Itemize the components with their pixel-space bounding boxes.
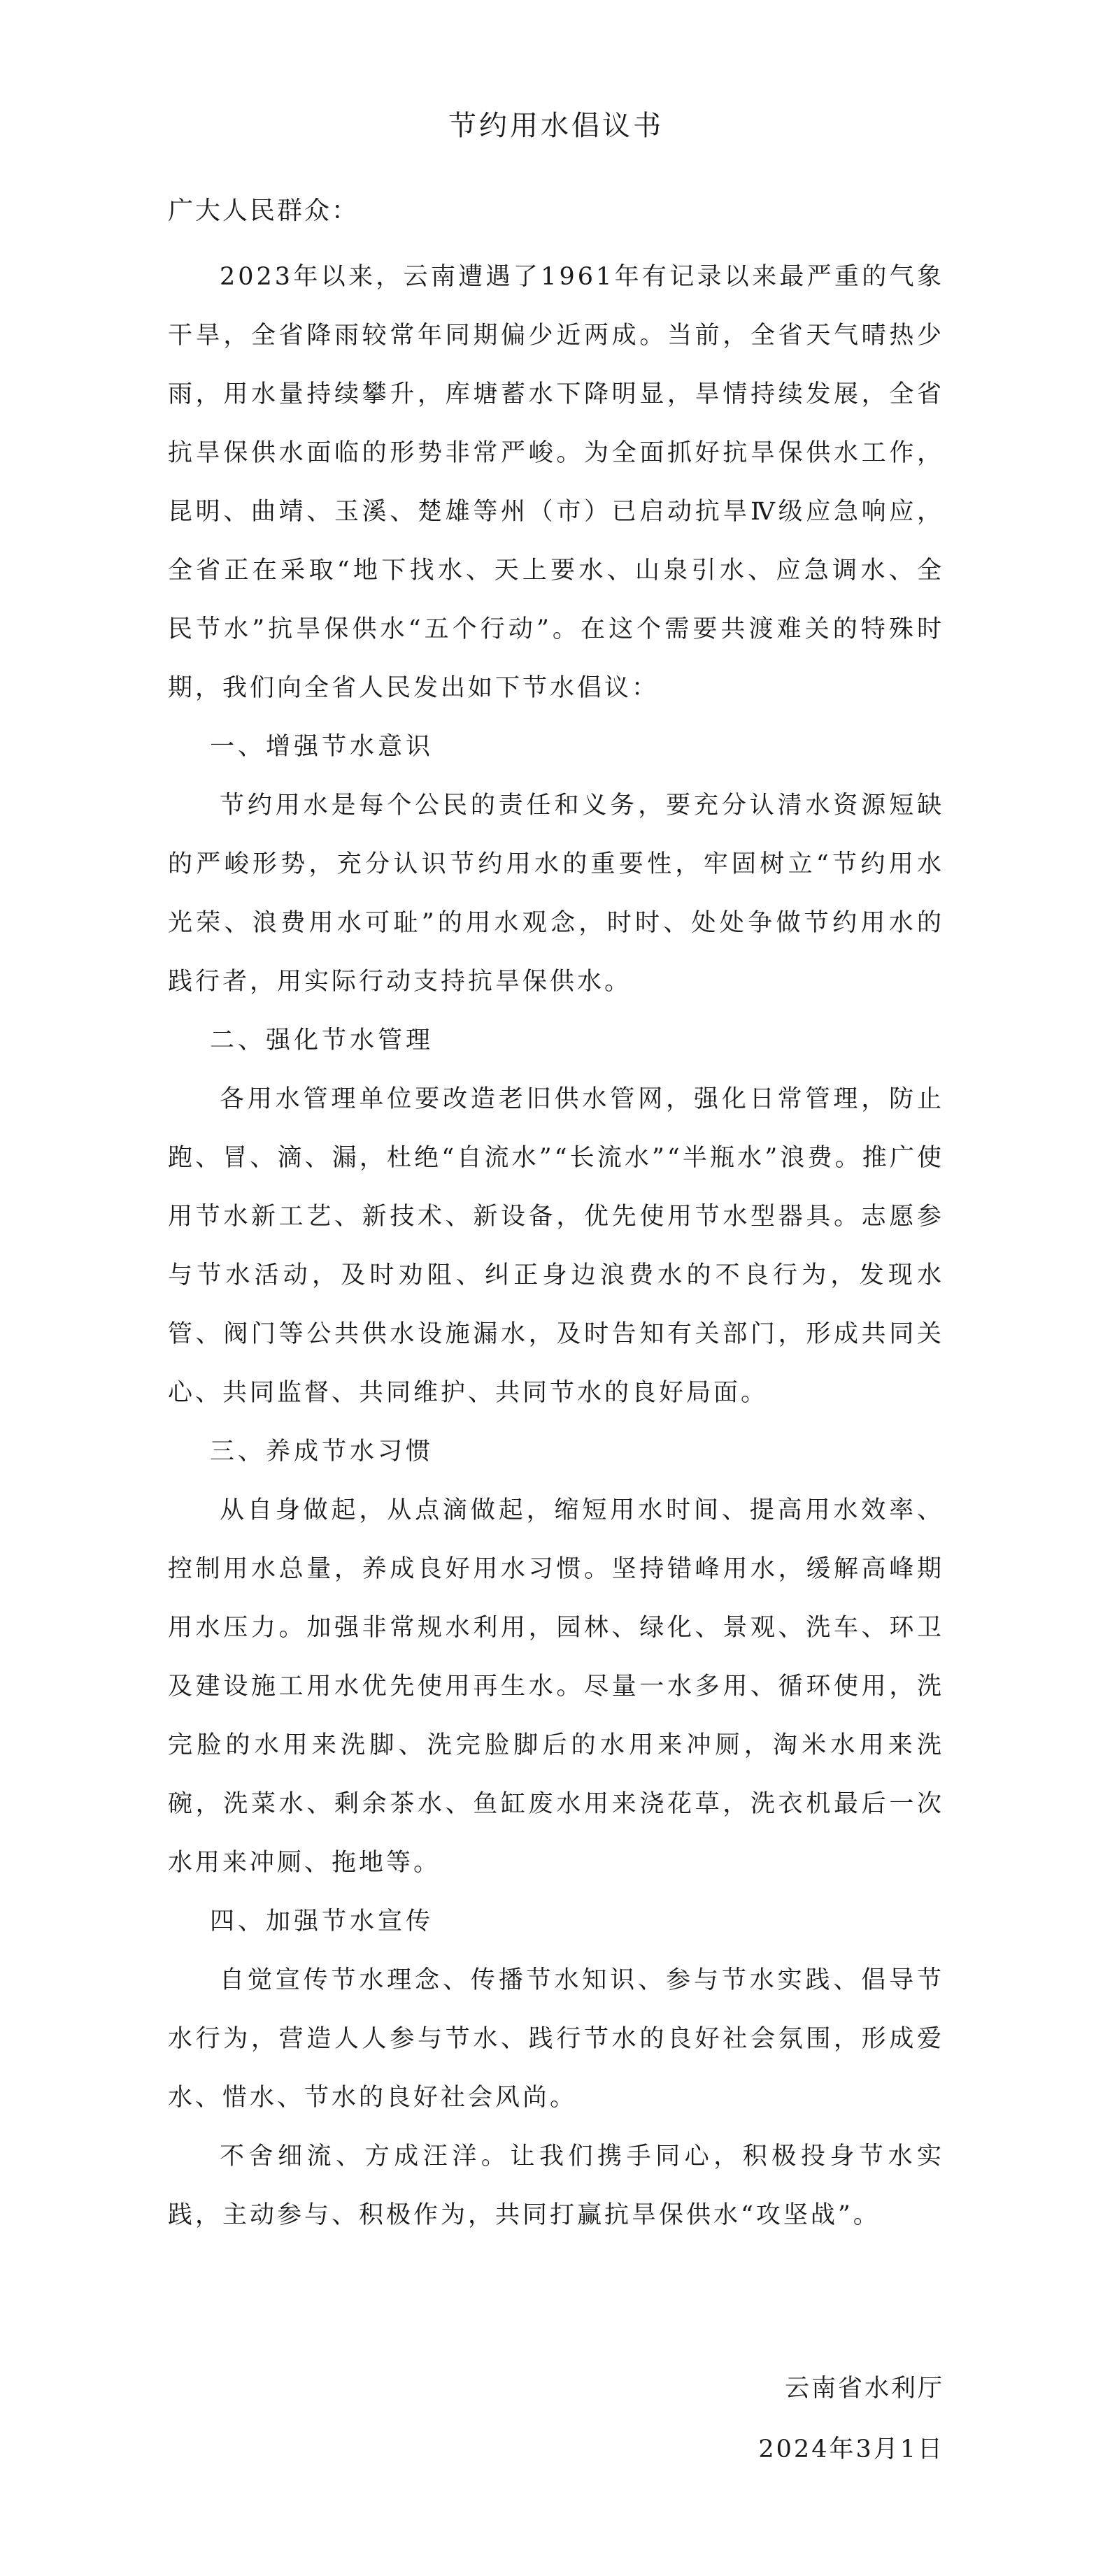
section-heading: 三、养成节水习惯 [210, 1438, 434, 1466]
signature-date: 2024年3月1日 [758, 2435, 944, 2463]
section-heading: 一、增强节水意识 [210, 733, 434, 761]
document-body [168, 248, 944, 2245]
section-heading: 四、加强节水宣传 [210, 1908, 434, 1935]
section-paragraph: 从自身做起，从点滴做起，缩短用水时间、提高用水效率、控制用水总量，养成良好用水习惯。坚持错峰用水，缓解高峰期用水压力。加强非常规水利用，园林、绿化、景观、洗车、环卫及建设施工用水优先使用再生水。尽量一水多用、循环使用，洗完脸的水用来洗脚、洗完脸脚后的水用来冲厕，淘米水用来洗碗，洗菜水、剩余茶水、鱼缸废水用来浇花草，洗衣机最后一次水用来冲厕、拖地等。 [168, 1496, 944, 1877]
section-paragraph: 节约用水是每个公民的责任和义务，要充分认清水资源短缺的严峻形势，充分认识节约用水的重要性，牢固树立“节约用水光荣、浪费用水可耻”的用水观念，时时、处处争做节约用水的践行者，用实际行动支持抗旱保供水。 [168, 792, 944, 996]
section-paragraph: 各用水管理单位要改造老旧供水管网，强化日常管理，防止跑、冒、滴、漏，杜绝“自流水”“长流水”“半瓶水”浪费。推广使用节水新工艺、新技术、新设备，优先使用节水型器具。志愿参与节水活动，及时劝阻、纠正身边浪费水的不良行为，发现水管、阀门等公共供水设施漏水，及时告知有关部门，形成共同关心、共同监督、共同维护、共同节水的良好局面。 [168, 1085, 944, 1407]
section-heading: 二、强化节水管理 [210, 1026, 434, 1054]
salutation: 广大人民群众： [168, 196, 360, 225]
signature-organization: 云南省水利厅 [784, 2375, 944, 2403]
closing-paragraph: 不舍细流、方成汪洋。让我们携手同心，积极投身节水实践，主动参与、积极作为，共同打赢抗旱保供水“攻坚战”。 [168, 2142, 944, 2229]
intro-paragraph: 2023年以来，云南遭遇了1961年有记录以来最严重的气象干旱，全省降雨较常年同期偏少近两成。当前，全省天气晴热少雨，用水量持续攀升，库塘蓄水下降明显，旱情持续发展，全省抗旱保供水面临的形势非常严峻。为全面抓好抗旱保供水工作，昆明、曲靖、玉溪、楚雄等州（市）已启动抗旱Ⅳ级应急响应，全省正在采取“地下找水、天上要水、山泉引水、应急调水、全民节水”抗旱保供水“五个行动”。在这个需要共渡难关的特殊时期，我们向全省人民发出如下节水倡议： [168, 263, 944, 702]
document-title: 节约用水倡议书 [448, 110, 664, 142]
section-paragraph: 自觉宣传节水理念、传播节水知识、参与节水实践、倡导节水行为，营造人人参与节水、践行节水的良好社会氛围，形成爱水、惜水、节水的良好社会风尚。 [168, 1966, 944, 2112]
